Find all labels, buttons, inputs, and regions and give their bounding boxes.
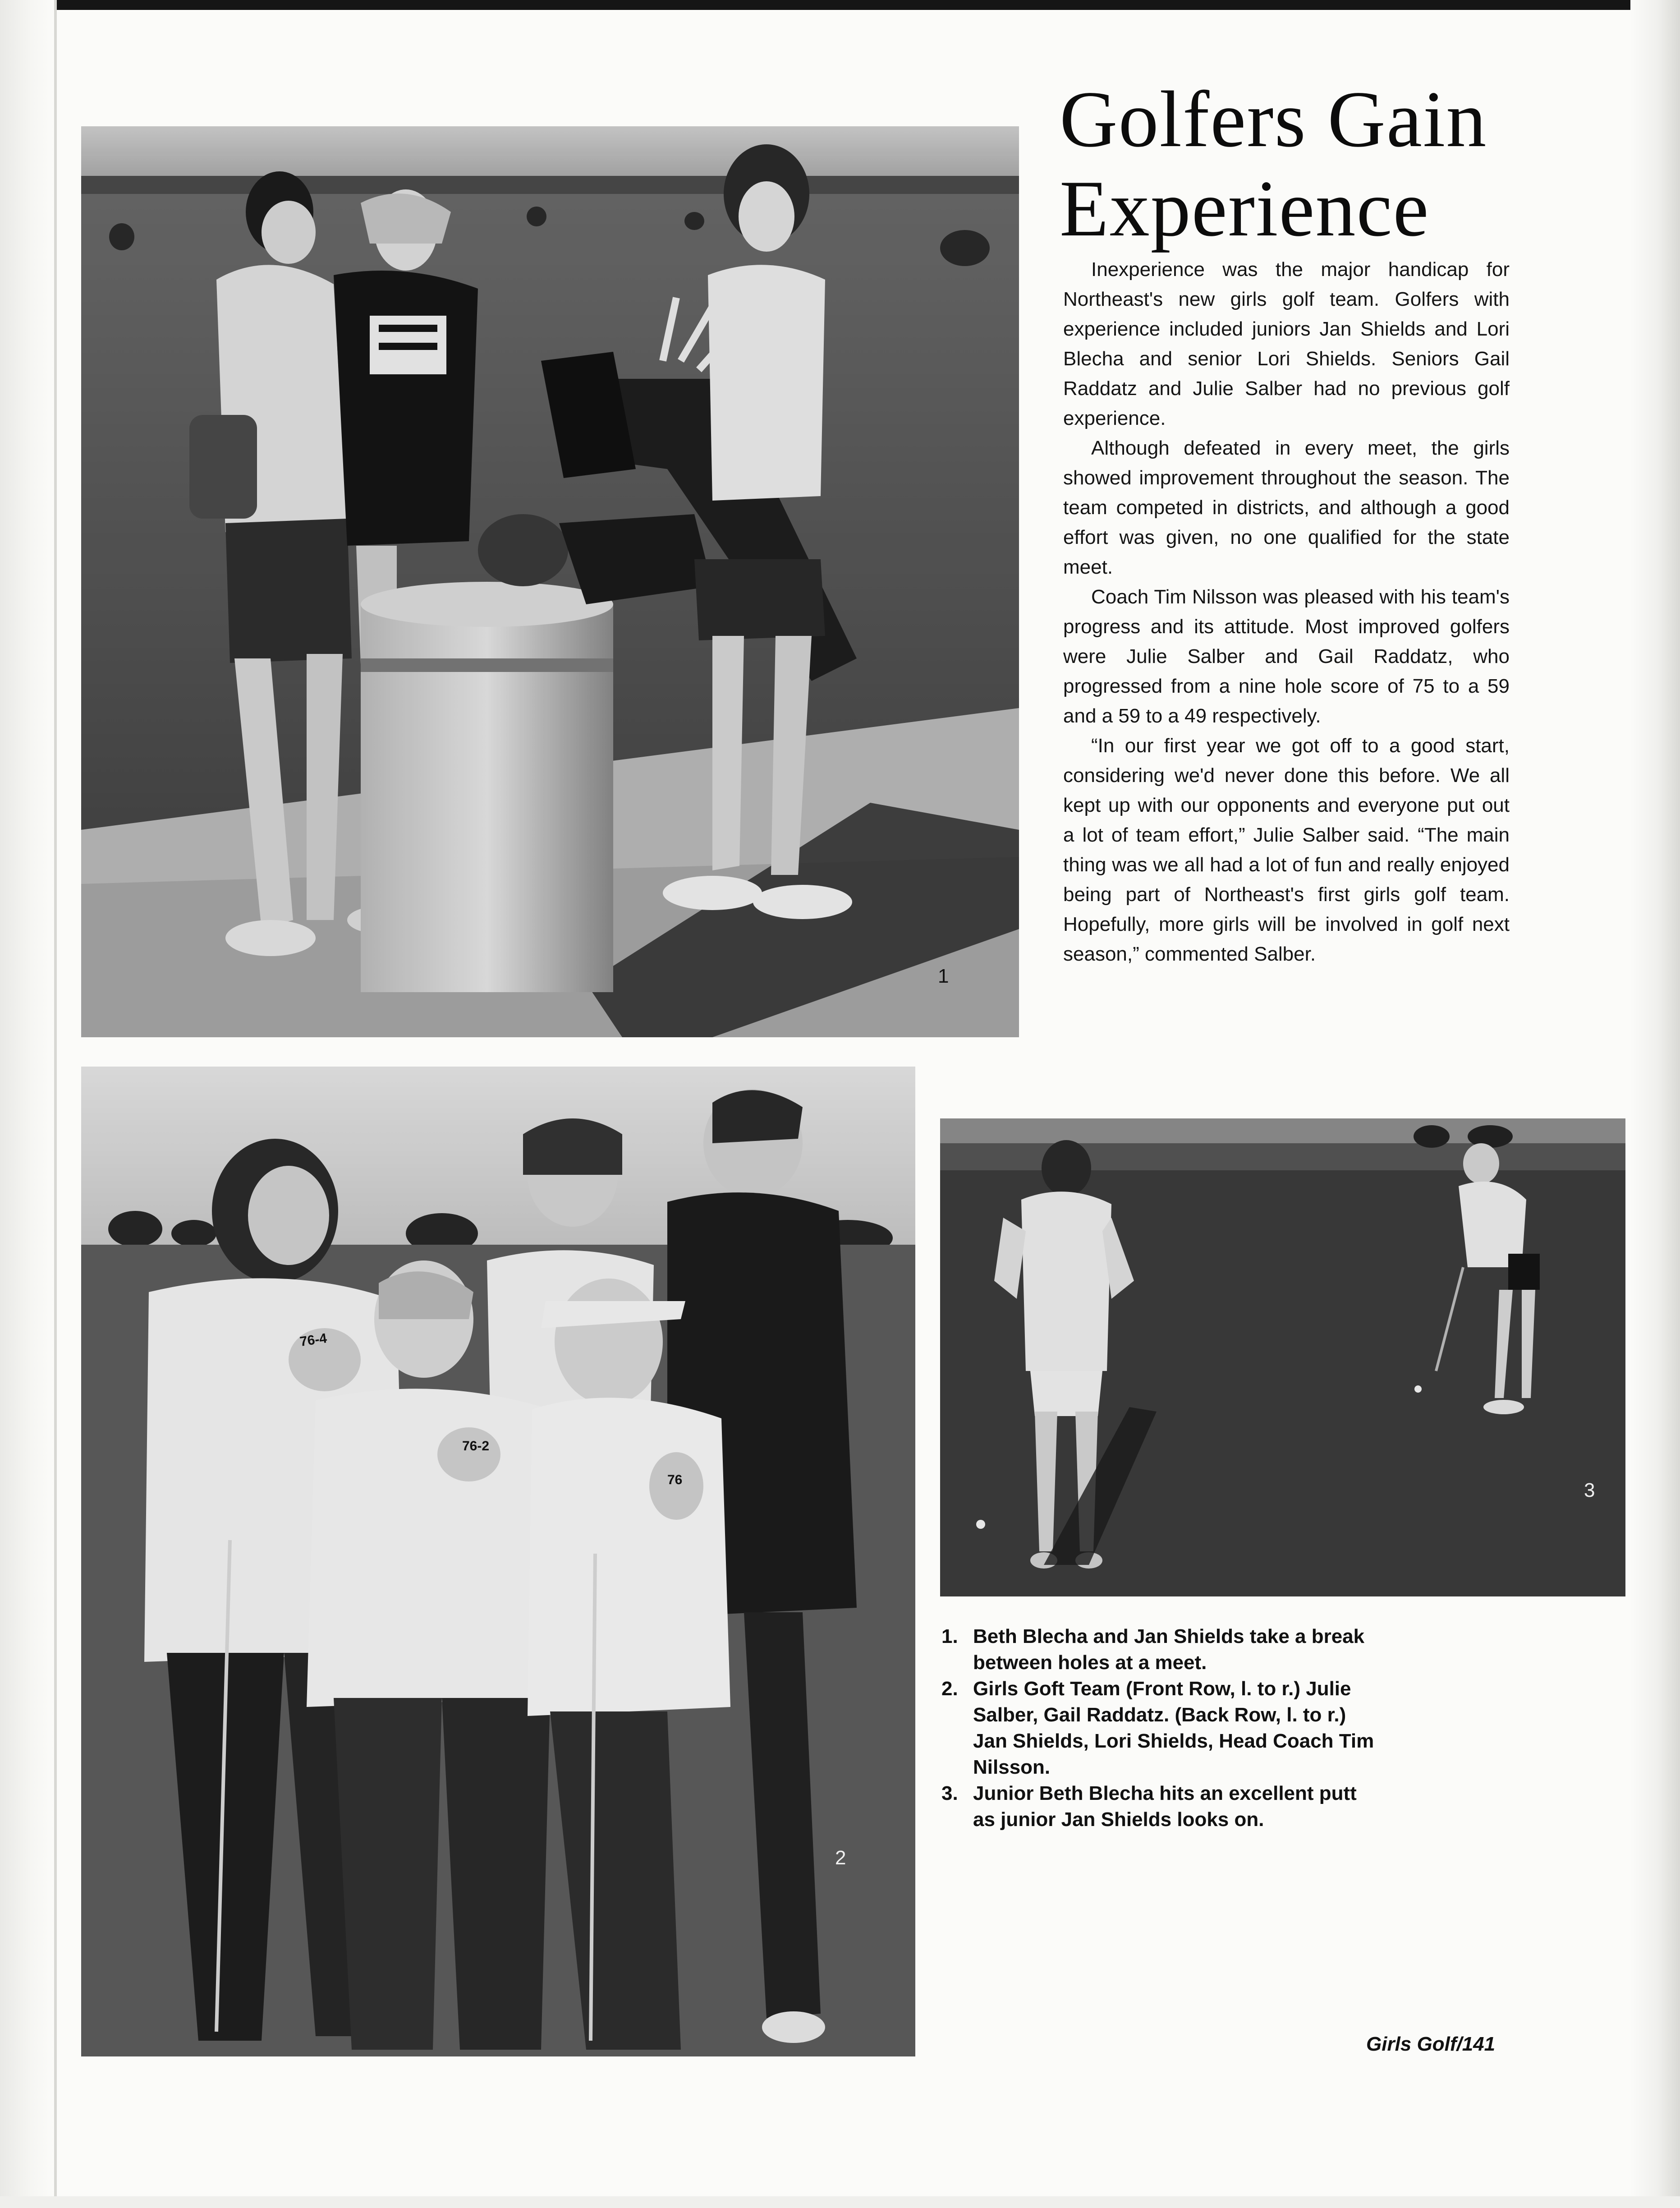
photo3-image <box>940 1118 1625 1596</box>
article-paragraph: “In our first year we got off to a good start, considering we'd never done this before. We all kept up with our opponents and everyone put out a lot of team effort,” Julie Salber said. “The main thing was we all had a lot of fun and really enjoyed being part of Northeast's first girls golf team. Hopefully, more girls will be involved in golf next season,” commented Salber. <box>1063 735 1510 965</box>
caption-item <box>941 1676 1374 1780</box>
headline-line-2: Experience <box>1060 164 1430 253</box>
page-top-edge <box>0 0 1680 10</box>
jacket-emblem-right: 76 <box>667 1472 683 1487</box>
photo2-number: 2 <box>835 1847 846 1869</box>
photo-water-fountain-break <box>81 126 1019 1037</box>
article-headline <box>1060 74 1659 253</box>
photo2-image <box>81 1067 915 2056</box>
photo3-number: 3 <box>1584 1479 1595 1501</box>
page-right-edge <box>1630 0 1680 2208</box>
article-paragraph: Although defeated in every meet, the girls showed improvement throughout the season. The team competed in districts, and although a good effort was given, no one qualified for the state meet. <box>1063 437 1510 578</box>
photo1-number: 1 <box>938 965 949 987</box>
jacket-emblem-left: 76-4 <box>298 1330 328 1350</box>
photo1-image <box>81 126 1019 1037</box>
article-paragraph: Inexperience was the major handicap for Northeast's new girls golf team. Golfers with experience included juniors Jan Shields and Lori Blecha and senior Lori Shields. Seniors Gail Raddatz and Julie Salber had no previous golf experience. <box>1063 258 1510 429</box>
jacket-emblem-center: 76-2 <box>462 1439 490 1454</box>
page-bottom-edge <box>0 2196 1680 2208</box>
caption-text: Junior Beth Blecha hits an excellent putt as junior Jan Shields looks on. <box>973 1782 1357 1831</box>
page-binding-edge <box>0 0 57 2208</box>
photo-team-portrait <box>81 1067 915 2056</box>
headline-line-1: Golfers Gain <box>1060 74 1487 164</box>
article-body <box>1063 255 1510 969</box>
photo-putting-green <box>940 1118 1625 1596</box>
caption-item <box>941 1780 1374 1833</box>
caption-text: Girls Goft Team (Front Row, l. to r.) Julie Salber, Gail Raddatz. (Back Row, l. to r.) Jan Shields, Lori Shields, Head Coach Tim Nilsson. <box>973 1678 1374 1778</box>
caption-item <box>941 1624 1374 1676</box>
caption-text: Beth Blecha and Jan Shields take a break between holes at a meet. <box>973 1625 1365 1674</box>
page-folio: Girls Golf/141 <box>1366 2033 1496 2055</box>
caption-number: 3. <box>941 1782 958 1804</box>
article-paragraph: Coach Tim Nilsson was pleased with his team's progress and its attitude. Most improved golfers were Julie Salber and Gail Raddatz, who progressed from a nine hole score of 75 to a 59 and a 59 to a 49 respectively. <box>1063 586 1510 727</box>
photo-captions <box>941 1624 1374 1833</box>
caption-number: 1. <box>941 1625 958 1647</box>
caption-number: 2. <box>941 1678 958 1700</box>
